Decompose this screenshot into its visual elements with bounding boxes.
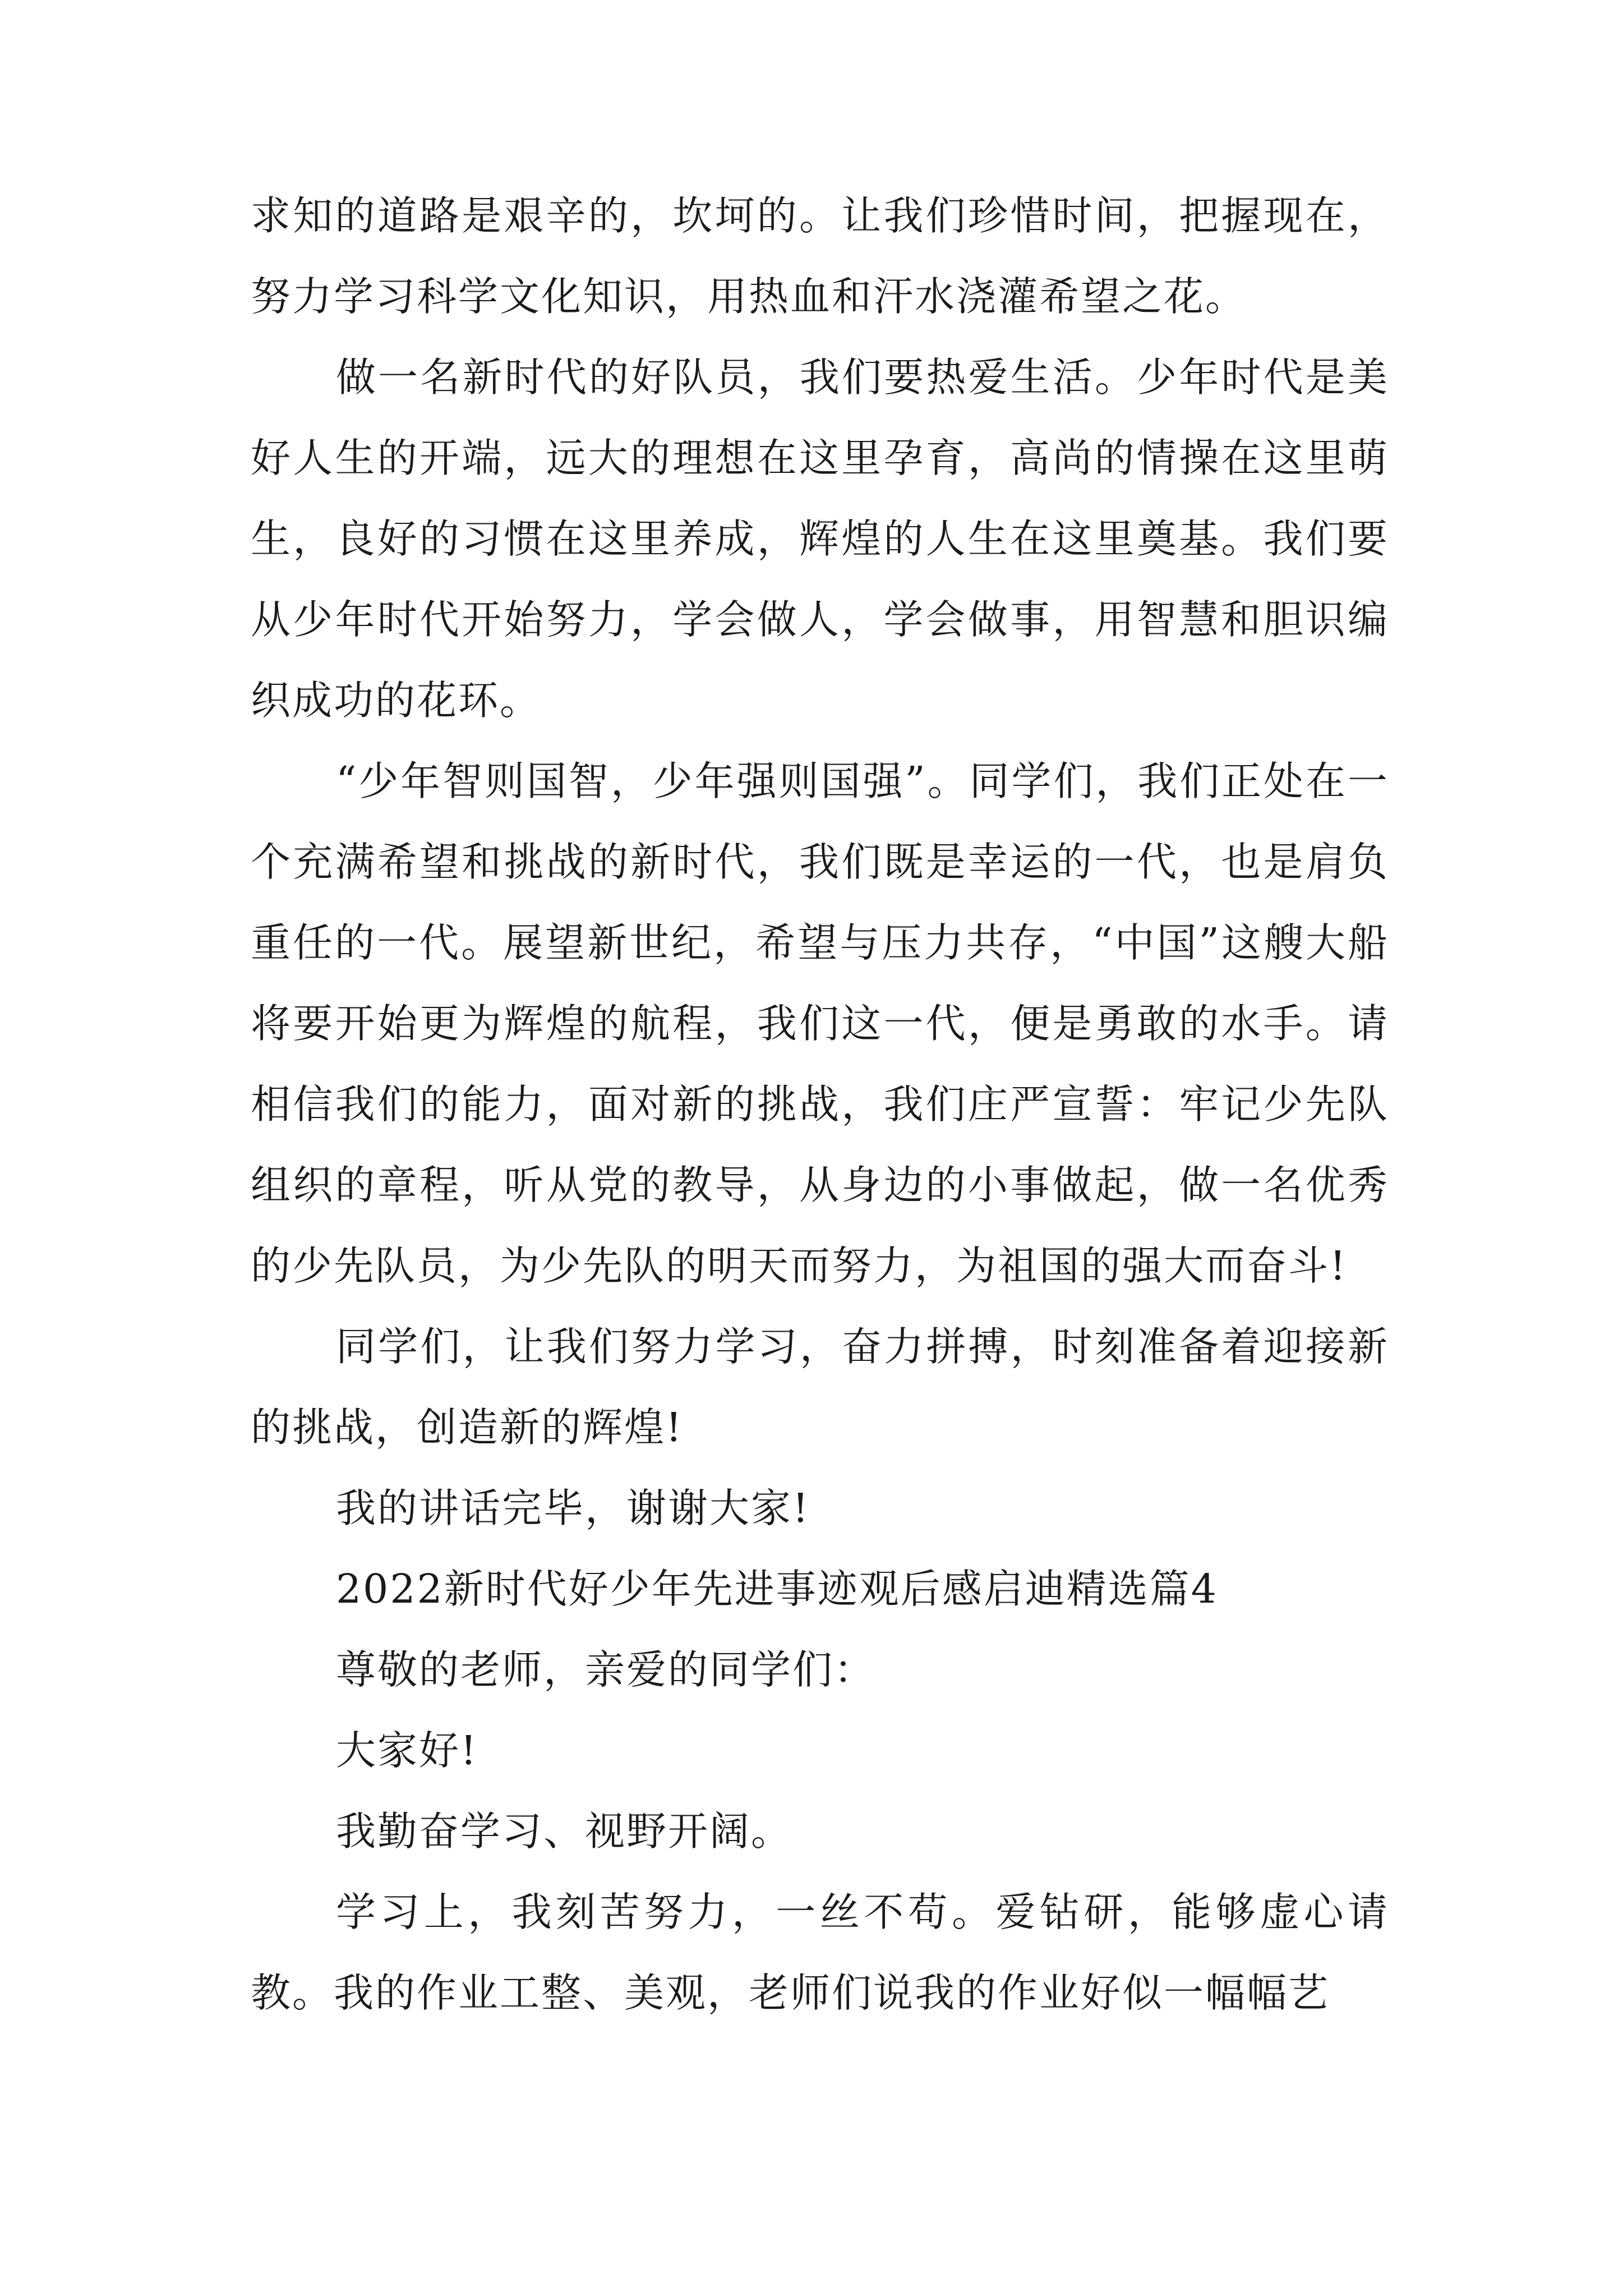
paragraph-10: 学习上，我刻苦努力，一丝不苟。爱钻研，能够虚心请教。我的作业工整、美观，老师们说我的作业好似一幅幅艺 <box>251 1889 1389 2016</box>
paragraph-1: 求知的道路是艰辛的，坎坷的。让我们珍惜时间，把握现在，努力学习科学文化知识，用热血和汗水浇灌希望之花。 <box>251 192 1389 320</box>
section-heading: 2022新时代好少年先进事迹观后感启迪精选篇4 <box>336 1566 1218 1612</box>
document-body <box>251 176 1389 2033</box>
paragraph-9: 我勤奋学习、视野开阔。 <box>336 1808 793 1855</box>
paragraph-4: 同学们，让我们努力学习，奋力拼搏，时刻准备着迎接新的挑战，创造新的辉煌! <box>251 1323 1389 1451</box>
paragraph-3: “少年智则国智，少年强则国强”。同学们，我们正处在一个充满希望和挑战的新时代，我们既是幸运的一代，也是肩负重任的一代。展望新世纪，希望与压力共存，“中国”这艘大船将要开始更为辉煌的航程，我们这一代，便是勇敢的水手。请相信我们的能力，面对新的挑战，我们庄严宣誓：牢记少先队组织的章程，听从党的教导，从身边的小事做起，做一名优秀的少先队员，为少先队的明天而努力，为祖国的强大而奋斗! <box>251 758 1389 1289</box>
paragraph-5: 我的讲话完毕，谢谢大家! <box>336 1485 810 1531</box>
paragraph-2: 做一名新时代的好队员，我们要热爱生活。少年时代是美好人生的开端，远大的理想在这里孕育，高尚的情操在这里萌生，良好的习惯在这里养成，辉煌的人生在这里奠基。我们要从少年时代开始努力，学会做人，学会做事，用智慧和胆识编织成功的花环。 <box>251 354 1389 724</box>
greeting: 大家好! <box>336 1727 478 1774</box>
salutation: 尊敬的老师，亲爱的同学们： <box>336 1646 876 1693</box>
